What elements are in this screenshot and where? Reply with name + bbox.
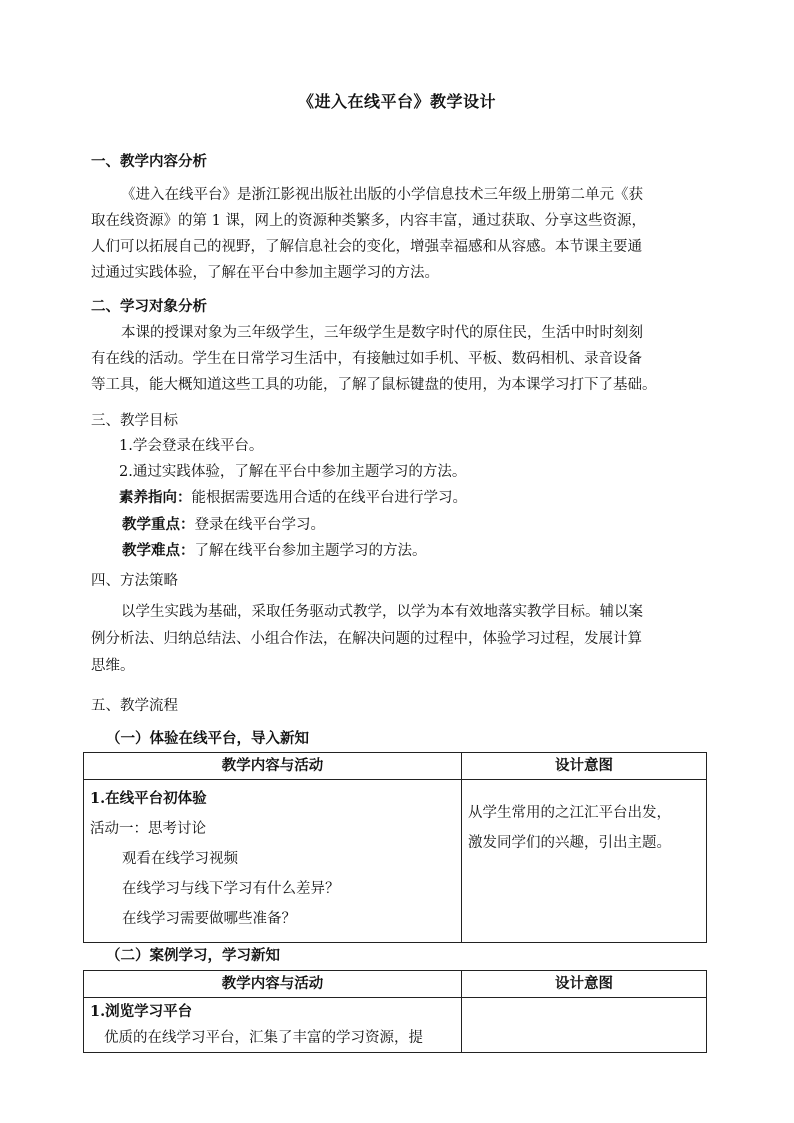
table-row bbox=[84, 780, 707, 943]
table-header-row bbox=[84, 971, 707, 998]
paragraph-line: 过通过实践体验，了解在平台中参加主题学习的方法。 bbox=[91, 265, 439, 281]
activity-bullet: 在线学习与线下学习有什么差异？ bbox=[122, 881, 340, 897]
intent-cell bbox=[462, 780, 707, 943]
activity-text: 优质的在线学习平台，汇集了丰富的学习资源，提 bbox=[104, 1030, 423, 1046]
activity-label: 活动一：思考讨论 bbox=[90, 821, 206, 837]
flow-table-part2 bbox=[83, 970, 707, 1053]
goal-item: 2.通过实践体验，了解在平台中参加主题学习的方法。 bbox=[119, 464, 467, 480]
activity-item-title: 1.在线平台初体验 bbox=[90, 790, 207, 807]
paragraph-line: 《进入在线平台》是浙江影视出版社出版的小学信息技术三年级上册第二单元《获 bbox=[121, 187, 643, 203]
subsection-title-part2: （二）案例学习，学习新知 bbox=[106, 947, 280, 964]
intent-line: 激发同学们的兴趣，引出主题。 bbox=[468, 835, 671, 851]
difficult-point bbox=[122, 541, 427, 561]
activity-cell bbox=[84, 780, 462, 943]
column-header-intent: 设计意图 bbox=[462, 971, 707, 998]
paragraph-line: 本课的授课对象为三年级学生，三年级学生是数字时代的原住民，生活中时时刻刻 bbox=[121, 325, 643, 341]
section-heading-teaching-goals: 三、教学目标 bbox=[91, 413, 178, 429]
subsection-title-part1: （一）体验在线平台，导入新知 bbox=[106, 730, 309, 747]
difficult-point-text: 了解在线平台参加主题学习的方法。 bbox=[194, 543, 427, 559]
difficult-point-label: 教学难点： bbox=[122, 542, 195, 559]
activity-item-title: 1.浏览学习平台 bbox=[90, 1003, 193, 1020]
key-point-label: 教学重点： bbox=[122, 516, 195, 533]
activity-cell bbox=[84, 998, 462, 1053]
intent-cell bbox=[462, 998, 707, 1053]
key-point bbox=[122, 515, 325, 535]
activity-bullet: 观看在线学习视频 bbox=[122, 851, 238, 867]
column-header-intent: 设计意图 bbox=[462, 753, 707, 780]
column-header-content: 教学内容与活动 bbox=[84, 753, 462, 780]
paragraph-line: 取在线资源》的第 1 课，网上的资源种类繁多，内容丰富，通过获取、分享这些资源， bbox=[91, 213, 646, 229]
table-row bbox=[84, 998, 707, 1053]
section-heading-learner-analysis: 二、学习对象分析 bbox=[91, 298, 207, 315]
literacy-label: 素养指向： bbox=[119, 489, 192, 506]
table-header-row bbox=[84, 753, 707, 780]
section-heading-content-analysis: 一、教学内容分析 bbox=[91, 153, 207, 170]
paragraph-line: 以学生实践为基础，采取任务驱动式教学，以学为本有效地落实教学目标。辅以案 bbox=[121, 604, 643, 620]
literacy-goal bbox=[119, 488, 467, 508]
paragraph-line: 等工具，能大概知道这些工具的功能，了解了鼠标键盘的使用，为本课学习打下了基础。 bbox=[91, 377, 657, 393]
paragraph-line: 例分析法、归纳总结法、小组合作法，在解决问题的过程中，体验学习过程，发展计算 bbox=[91, 631, 642, 647]
goal-item: 1.学会登录在线平台。 bbox=[119, 438, 264, 454]
paragraph-line: 思维。 bbox=[91, 658, 135, 674]
intent-line: 从学生常用的之江汇平台出发， bbox=[468, 805, 671, 821]
literacy-text: 能根据需要选用合适的在线平台进行学习。 bbox=[191, 490, 467, 506]
paragraph-line: 人们可以拓展自己的视野，了解信息社会的变化，增强幸福感和从容感。本节课主要通 bbox=[91, 239, 642, 255]
flow-table-part1 bbox=[83, 752, 707, 943]
column-header-content: 教学内容与活动 bbox=[84, 971, 462, 998]
key-point-text: 登录在线平台学习。 bbox=[194, 517, 325, 533]
document-title: 《进入在线平台》教学设计 bbox=[297, 92, 496, 111]
paragraph-line: 有在线的活动。学生在日常学习生活中，有接触过如手机、平板、数码相机、录音设备 bbox=[91, 351, 642, 367]
activity-bullet: 在线学习需要做哪些准备？ bbox=[122, 911, 296, 927]
section-heading-method-strategy: 四、方法策略 bbox=[91, 573, 178, 589]
section-heading-teaching-flow: 五、教学流程 bbox=[91, 698, 178, 714]
